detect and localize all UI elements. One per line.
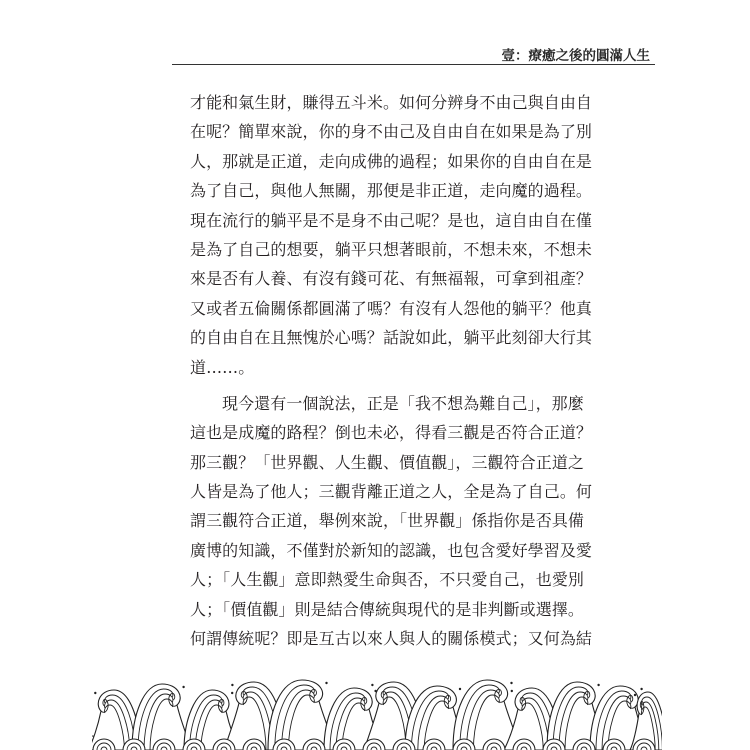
body-line: 現今還有一個說法，正是「我不想為難自己」，那麼: [222, 393, 584, 413]
body-line: 為了自己，與他人無關，那便是非正道，走向魔的過程。: [190, 181, 593, 201]
body-line: 是為了自己的想要，躺平只想著眼前，不想未來，不想未: [190, 239, 593, 259]
running-header: [502, 48, 651, 64]
paragraph-2: [190, 389, 600, 654]
body-line: 又或者五倫關係都圓滿了嗎？有沒有人怨他的躺平？他真: [190, 298, 593, 318]
body-line: 這也是成魔的路程？倒也未必，得看三觀是否符合正道？: [190, 423, 593, 443]
body-line: 的自由自在且無愧於心嗎？話說如此，躺平此刻卻大行其: [190, 328, 593, 348]
body-text: [190, 88, 600, 653]
body-line: 來是否有人養、有沒有錢可花、有無福報，可拿到祖產？: [190, 269, 593, 289]
body-line: 何謂傳統呢？即是互古以來人與人的關係模式；又何為結: [190, 629, 593, 649]
chapter-title: 壹：療癒之後的圓滿人生: [501, 48, 650, 64]
body-line: 那三觀？「世界觀、人生觀、價值觀」，三觀符合正道之: [190, 452, 585, 472]
body-line: 人，那就是正道，走向成佛的過程；如果你的自由自在是: [190, 151, 593, 171]
body-line: 人皆是為了他人；三觀背離正道之人，全是為了自己。何: [190, 482, 593, 502]
body-line: 人；「人生觀」意即熱愛生命與否，不只愛自己，也愛別: [190, 570, 585, 590]
body-line: 在呢？簡單來說，你的身不由己及自由自在如果是為了別: [190, 122, 593, 142]
wave-pattern-icon: [92, 676, 662, 750]
body-line: 人；「價值觀」則是結合傳統與現代的是非判斷或選擇。: [190, 599, 585, 619]
paragraph-1: [190, 88, 600, 382]
body-line: 現在流行的躺平是不是身不由己呢？是也，這自由自在僅: [190, 210, 593, 230]
header-rule: [172, 64, 655, 65]
body-line: 謂三觀符合正道，舉例來說，「世界觀」係指你是否具備: [190, 511, 585, 531]
body-line: 道……。: [190, 357, 255, 377]
body-line: 廣博的知識，不僅對於新知的認識，也包含愛好學習及愛: [190, 540, 593, 560]
body-line: 才能和氣生財，賺得五斗米。如何分辨身不由己與自由自: [190, 93, 593, 112]
